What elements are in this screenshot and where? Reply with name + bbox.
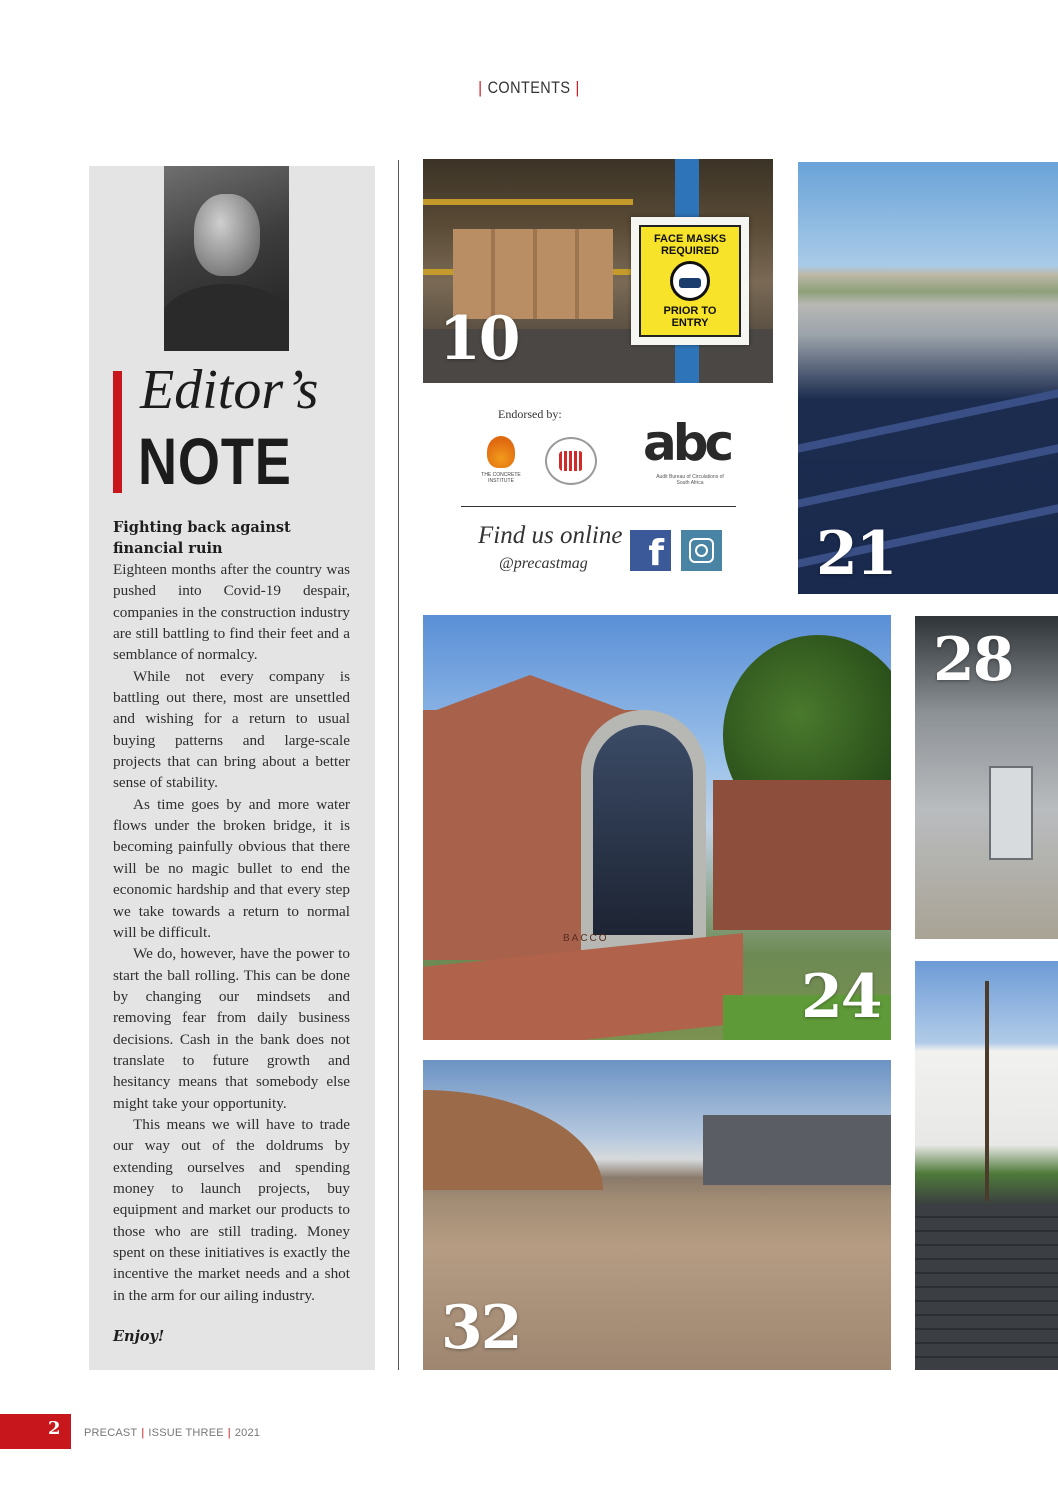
editor-title-italic: Editor’s	[140, 359, 319, 421]
building-sign: BACCO	[563, 933, 609, 944]
article-headline: Fighting back against financial ruin	[113, 519, 291, 557]
hillside	[423, 1090, 603, 1190]
portrait-head	[194, 194, 260, 276]
contents-tile-32[interactable]	[423, 1060, 891, 1370]
building-gable	[423, 675, 638, 715]
seal-core-icon	[559, 451, 583, 471]
article-paragraph: Eighteen months after the country was pushed into Covid-19 despair, companies in the construction industry are still battling to find their feet and a semblance of normalcy.	[113, 561, 350, 664]
editor-title-bold: NOTE	[138, 424, 292, 498]
header-bar-right: |	[575, 78, 580, 97]
column-divider	[398, 160, 399, 1370]
section-label: CONTENTS	[487, 78, 571, 97]
footer-page-number: 2	[48, 1418, 61, 1439]
title-accent-bar	[113, 371, 122, 493]
face-mask-icon	[670, 261, 710, 301]
logo-caption: THE CONCRETE INSTITUTE	[481, 472, 521, 484]
facebook-icon[interactable]: f	[630, 530, 671, 571]
social-handle[interactable]: @precastmag	[499, 555, 588, 572]
page-number-label: 32	[441, 1293, 521, 1363]
contents-tile-10[interactable]	[423, 159, 773, 383]
paving-blocks	[915, 1206, 1058, 1370]
page-number-label: 10	[439, 304, 519, 374]
apartment-block	[703, 1115, 891, 1185]
concrete-institute-logo	[483, 436, 519, 486]
article-paragraph: While not every company is battling out there, most are unsettled and wishing for a return to usual buying patterns and large-scale projects that can bring about a better sense of stability.	[113, 667, 350, 792]
find-us-online: Find us online	[478, 522, 623, 549]
article-body	[113, 559, 350, 1306]
glass-facade	[593, 725, 693, 935]
article-paragraph: This means we will have to trade our way out of the doldrums by extending ourselves and spending money to launch projects, buy equipment and market our products to those who are still trading. Money spent on these initiatives is exactly the incentive the market needs and a shot in the arm for our ailing industry.	[113, 1115, 350, 1304]
header-bar-left: |	[478, 78, 483, 97]
page-number-label: 28	[933, 625, 1013, 695]
footer-publication-info	[84, 1427, 260, 1439]
sign-line: FACE MASKS	[653, 233, 727, 245]
bare-tree	[985, 981, 989, 1201]
abc-logo: abc	[643, 414, 731, 472]
cma-seal-logo	[545, 437, 597, 485]
endorsed-label: Endorsed by:	[498, 407, 562, 421]
contents-tile-24[interactable]	[423, 615, 891, 1040]
article-signoff: Enjoy!	[113, 1328, 165, 1345]
contents-tile-21[interactable]	[798, 162, 1058, 594]
footer-separator: |	[227, 1427, 231, 1439]
footer-publication: PRECAST	[84, 1427, 138, 1439]
shelf-beam	[423, 199, 633, 205]
endorsement-divider	[461, 506, 736, 507]
membrane-seam	[798, 441, 1058, 511]
sign-face	[639, 225, 741, 337]
loading-bay-door	[989, 766, 1033, 860]
editor-portrait	[164, 166, 289, 351]
sign-line: REQUIRED	[660, 245, 720, 257]
sign-line: ENTRY	[671, 317, 709, 329]
footer-year: 2021	[234, 1427, 261, 1439]
portrait-shirt	[164, 284, 289, 351]
footer-separator: |	[141, 1427, 145, 1439]
abc-logo-caption: Audit Bureau of Circulations of South Africa	[656, 474, 724, 486]
instagram-icon[interactable]	[681, 530, 722, 571]
building-wing	[713, 780, 891, 930]
contents-tile-28[interactable]	[915, 616, 1058, 939]
flame-icon	[487, 436, 515, 468]
page-number-label: 21	[816, 519, 896, 589]
article-paragraph: We do, however, have the power to start the ball rolling. This can be done by changing our mindsets and removing fear from daily business decisions. Cash in the bank does not translate to future growth and hesitancy means that somebody else might take your opportunity.	[113, 945, 350, 1112]
instagram-lens	[695, 544, 708, 557]
footer-issue: ISSUE THREE	[148, 1427, 224, 1439]
page-number-label: 24	[801, 962, 881, 1032]
section-header	[79, 78, 978, 98]
sign-line: PRIOR TO	[663, 305, 717, 317]
face-mask-sign	[631, 217, 749, 345]
article-paragraph: As time goes by and more water flows under the broken bridge, it is becoming painfully obvious that there will be no magic bullet to end the economic hardship and that every step we take towards a return to normal will be difficult.	[113, 795, 350, 941]
contents-tile-paving[interactable]	[915, 961, 1058, 1370]
membrane-seam	[798, 386, 1058, 456]
